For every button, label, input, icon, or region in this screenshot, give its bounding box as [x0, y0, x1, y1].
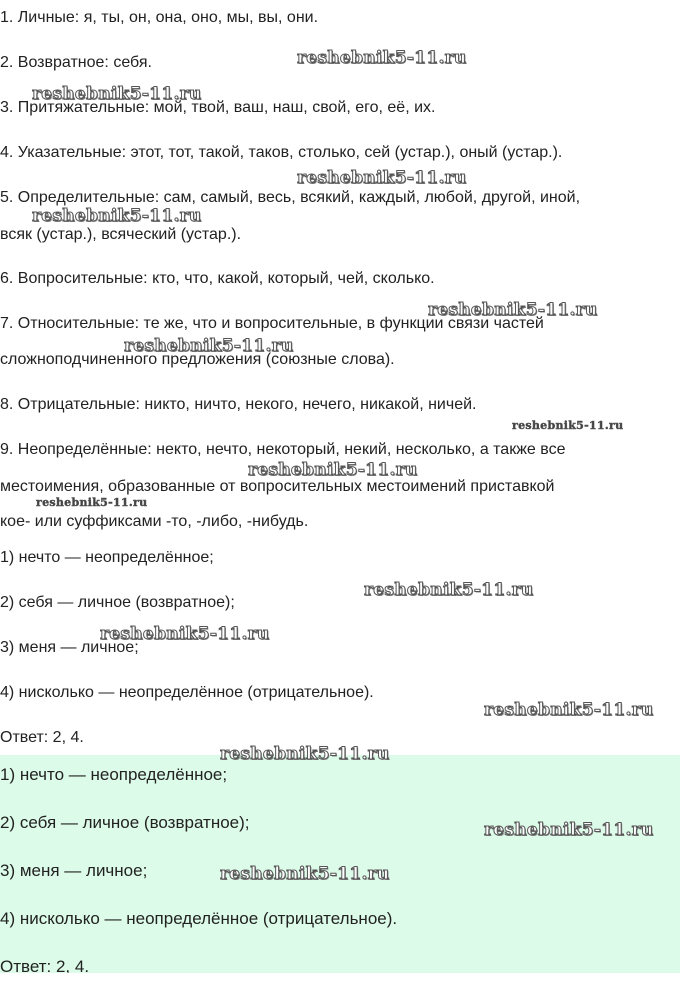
analysis-line-4: 4) нисколько — неопределённое (отрицательное).	[0, 684, 374, 701]
classification-line-6: 6. Вопросительные: кто, что, какой, который, чей, сколько.	[0, 270, 435, 287]
answer-box-answer: Ответ: 2, 4.	[0, 957, 90, 973]
watermark: reshebnik5-11.ru	[220, 864, 390, 884]
watermark: reshebnik5-11.ru	[297, 48, 467, 68]
watermark: reshebnik5-11.ru	[100, 624, 270, 644]
watermark: reshebnik5-11.ru	[297, 168, 467, 188]
watermark: reshebnik5-11.ru	[124, 336, 294, 356]
watermark: reshebnik5-11.ru	[32, 206, 202, 226]
answer-box-line-2: 2) себя — личное (возвратное);	[0, 813, 250, 832]
classification-line-2: 2. Возвратное: себя.	[0, 54, 152, 71]
classification-line-9a: 9. Неопределённые: некто, нечто, некоторый, некий, несколько, а также все	[0, 441, 566, 458]
watermark: reshebnik5-11.ru	[36, 496, 148, 509]
answer-box-line-4: 4) нисколько — неопределённое (отрицательное).	[0, 909, 398, 928]
classification-line-5b: всяк (устар.), всяческий (устар.).	[0, 226, 242, 243]
watermark: reshebnik5-11.ru	[428, 300, 598, 320]
watermark: reshebnik5-11.ru	[32, 84, 202, 104]
watermark: reshebnik5-11.ru	[512, 419, 624, 432]
classification-line-9b: местоимения, образованные от вопросительных местоимений приставкой	[0, 478, 555, 495]
classification-line-5a: 5. Определительные: сам, самый, весь, всякий, каждый, любой, другой, иной,	[0, 189, 581, 206]
analysis-line-3: 3) меня — личное;	[0, 639, 139, 656]
answer-box-line-3: 3) меня — личное;	[0, 861, 148, 880]
answer-box-line-1: 1) нечто — неопределённое;	[0, 765, 228, 784]
watermark: reshebnik5-11.ru	[484, 700, 654, 720]
classification-line-7a: 7. Относительные: те же, что и вопросительные, в функции связи частей	[0, 315, 544, 332]
analysis-line-1: 1) нечто — неопределённое;	[0, 549, 214, 566]
classification-line-3: 3. Притяжательные: мой, твой, ваш, наш, свой, его, её, их.	[0, 99, 436, 116]
watermark: reshebnik5-11.ru	[364, 580, 534, 600]
classification-line-4: 4. Указательные: этот, тот, такой, таков, столько, сей (устар.), оный (устар.).	[0, 144, 563, 161]
watermark: reshebnik5-11.ru	[248, 460, 418, 480]
watermark: reshebnik5-11.ru	[484, 820, 654, 840]
classification-line-7b: сложноподчиненного предложения (союзные слова).	[0, 351, 395, 368]
classification-line-9c: кое- или суффиксами -то, -либо, -нибудь.	[0, 513, 309, 530]
watermark: reshebnik5-11.ru	[220, 744, 390, 764]
answer-line: Ответ: 2, 4.	[0, 729, 84, 746]
analysis-line-2: 2) себя — личное (возвратное);	[0, 594, 235, 611]
classification-line-1: 1. Личные: я, ты, он, она, оно, мы, вы, они.	[0, 9, 319, 26]
classification-line-8: 8. Отрицательные: никто, ничто, некого, нечего, никакой, ничей.	[0, 396, 477, 413]
